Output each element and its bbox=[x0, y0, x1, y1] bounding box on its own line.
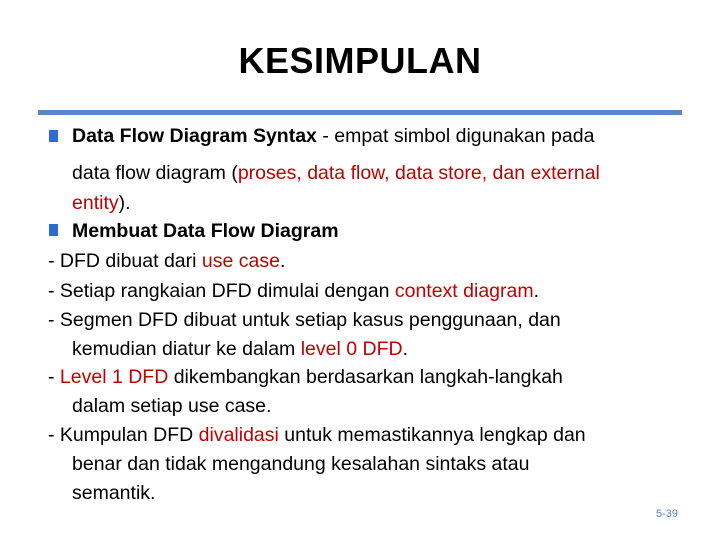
sub-item-1-highlight: use case bbox=[201, 250, 280, 272]
bullet-1-line-1 bbox=[72, 124, 594, 148]
sub-item-5-line-2: benar dan tidak mengandung kesalahan sintaks atau bbox=[72, 453, 530, 475]
bullet-1-text-highlight: proses, data flow, data store, dan external bbox=[237, 162, 600, 184]
bullet-1-text-end: ). bbox=[118, 192, 131, 214]
sub-item-3-text: kemudian diatur ke dalam bbox=[72, 338, 301, 360]
bullet-icon bbox=[49, 224, 58, 236]
bullet-1-text: - empat simbol digunakan pada bbox=[316, 125, 595, 147]
bullet-1-line-3 bbox=[72, 191, 131, 215]
sub-item-2-text: - Setiap rangkaian DFD dimulai dengan bbox=[48, 280, 395, 302]
sub-item-5-line-1 bbox=[48, 423, 586, 447]
sub-item-3-end: . bbox=[402, 338, 409, 360]
sub-item-4-line-2: dalam setiap use case. bbox=[72, 395, 272, 417]
bullet-icon bbox=[49, 130, 58, 142]
sub-item-4-text: dikembangkan berdasarkan langkah-langkah bbox=[168, 366, 563, 388]
sub-item-5-text: - Kumpulan DFD bbox=[48, 424, 199, 446]
sub-item-5-line-3: semantik. bbox=[72, 482, 156, 504]
bullet-1-line-2 bbox=[72, 161, 600, 185]
sub-item-1 bbox=[48, 249, 285, 273]
sub-item-5-rest: untuk memastikannya lengkap dan bbox=[278, 424, 586, 446]
sub-item-4-line-1 bbox=[48, 365, 563, 389]
bullet-2-heading: Membuat Data Flow Diagram bbox=[72, 220, 339, 242]
sub-item-4-dash: - bbox=[48, 366, 60, 388]
sub-item-2-highlight: context diagram bbox=[394, 280, 534, 302]
sub-item-1-text: - DFD dibuat dari bbox=[48, 250, 202, 272]
sub-item-5-highlight: divalidasi bbox=[198, 424, 279, 446]
sub-item-1-end: . bbox=[279, 250, 286, 272]
bullet-1-text-highlight-2: entity bbox=[72, 192, 119, 214]
sub-item-3-line-2 bbox=[72, 337, 408, 361]
page-number: 5-39 bbox=[655, 508, 678, 520]
sub-item-2 bbox=[48, 279, 539, 303]
bullet-1-heading: Data Flow Diagram Syntax bbox=[72, 125, 317, 147]
sub-item-2-end: . bbox=[533, 280, 540, 302]
slide-title: KESIMPULAN bbox=[238, 40, 482, 81]
bullet-1-text-plain: data flow diagram ( bbox=[72, 162, 238, 184]
sub-item-3-highlight: level 0 DFD bbox=[300, 338, 403, 360]
sub-item-3-line-1: - Segmen DFD dibuat untuk setiap kasus penggunaan, dan bbox=[48, 309, 561, 331]
sub-item-4-highlight: Level 1 DFD bbox=[59, 366, 169, 388]
